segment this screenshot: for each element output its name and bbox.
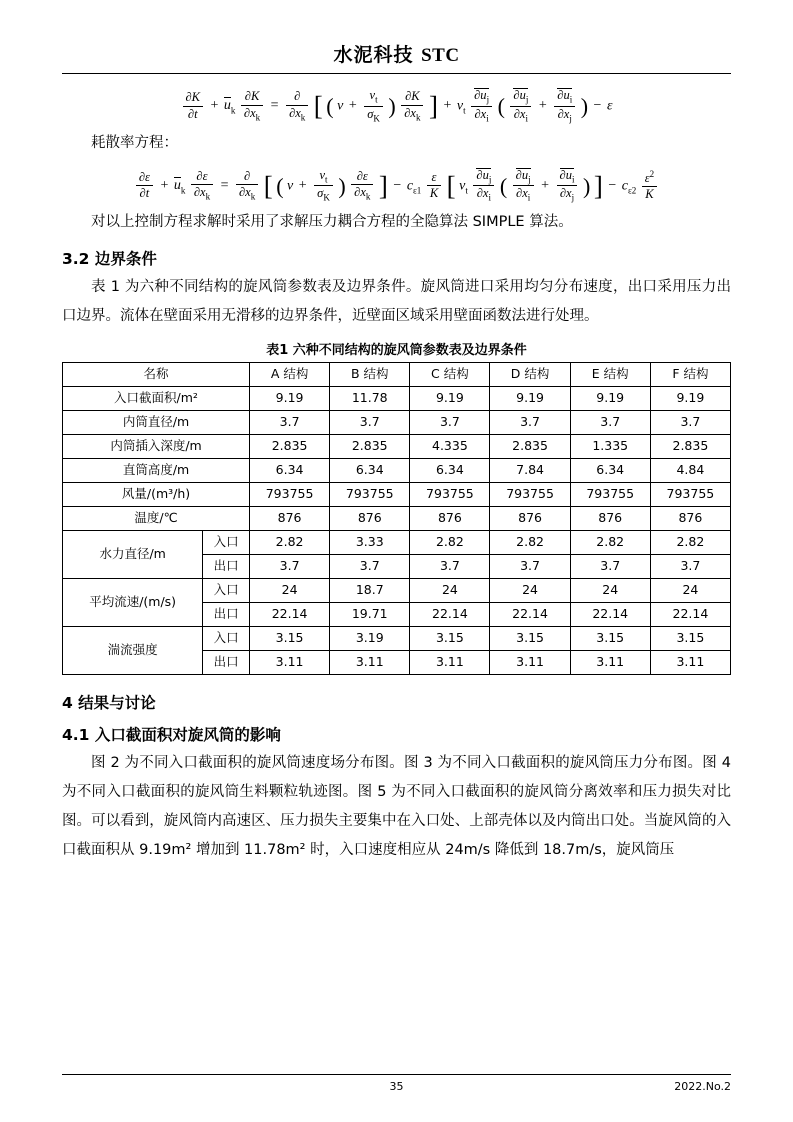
- cell: 3.15: [650, 627, 730, 651]
- journal-title-cn: 水泥科技: [333, 44, 414, 66]
- table-row: [63, 483, 731, 507]
- cell: 3.7: [570, 555, 650, 579]
- header-cell-name: 名称: [63, 363, 250, 387]
- table-body: [63, 387, 731, 675]
- cell: 793755: [570, 483, 650, 507]
- cell: 793755: [410, 483, 490, 507]
- cell: 11.78: [330, 387, 410, 411]
- cell: 2.82: [410, 531, 490, 555]
- cell: 876: [410, 507, 490, 531]
- journal-title-en: STC: [421, 45, 460, 66]
- boundary-condition-paragraph: 表 1 为六种不同结构的旋风筒参数表及边界条件。旋风筒进口采用均匀分布速度，出口采用压力出口边界。流体在壁面采用无滑移的边界条件，近壁面区域采用壁面函数法进行处理。: [62, 279, 731, 324]
- cell: 7.84: [490, 459, 570, 483]
- cell: 3.7: [570, 411, 650, 435]
- cell: 24: [410, 579, 490, 603]
- table-head: [63, 363, 731, 387]
- cell: 9.19: [410, 387, 490, 411]
- header-cell-c: C 结构: [410, 363, 490, 387]
- header-divider: [62, 73, 731, 74]
- dissipation-intro: 耗散率方程：: [91, 134, 178, 151]
- cell: 3.19: [330, 627, 410, 651]
- equation-k: $\frac{\partial K}{\partial t}$ + $u_k$ $\frac{\partial K}{\partial x_k}$ = $\frac{\partial}{\partial x_k}$ [ ( ν + $\frac{\nu_t}{\sigma_K}$ ) $\frac{\partial K}{\partial x_k}$ ] + $\nu_t$ $\frac{\partial u_j}{\partial x_i}$ ( $\frac{\partial u_j}{\partial x_i}$ + $\frac{\partial u_i}{\partial x_j}$ ) − ε: [62, 88, 731, 125]
- journal-header: [62, 40, 731, 73]
- cell: 876: [250, 507, 330, 531]
- cell: 2.835: [250, 435, 330, 459]
- cell: 3.11: [330, 651, 410, 675]
- simple-algorithm-paragraph: 对以上控制方程求解时采用了求解压力耦合方程的全隐算法 SIMPLE 算法。: [91, 214, 573, 230]
- cell: 793755: [330, 483, 410, 507]
- cell: 24: [650, 579, 730, 603]
- table-header-row: [63, 363, 731, 387]
- cell: 3.7: [410, 411, 490, 435]
- cell: 3.7: [250, 411, 330, 435]
- row-label: 温度/℃: [63, 507, 250, 531]
- cell: 3.7: [250, 555, 330, 579]
- cell: 3.7: [650, 555, 730, 579]
- cell: 3.33: [330, 531, 410, 555]
- row-sub-label: 出口: [203, 651, 250, 675]
- header-cell-f: F 结构: [650, 363, 730, 387]
- cell: 6.34: [250, 459, 330, 483]
- cell: 876: [330, 507, 410, 531]
- cell: 2.835: [650, 435, 730, 459]
- cell: 3.7: [410, 555, 490, 579]
- cell: 793755: [250, 483, 330, 507]
- cell: 3.11: [650, 651, 730, 675]
- cell: 3.7: [330, 555, 410, 579]
- parameters-table: [62, 362, 731, 675]
- page-content: [62, 40, 731, 867]
- header-cell-b: B 结构: [330, 363, 410, 387]
- row-sub-label: 出口: [203, 555, 250, 579]
- cell: 22.14: [650, 603, 730, 627]
- cell: 3.15: [410, 627, 490, 651]
- cell: 6.34: [410, 459, 490, 483]
- header-cell-e: E 结构: [570, 363, 650, 387]
- table-row: [63, 579, 731, 603]
- cell: 24: [570, 579, 650, 603]
- cell: 3.7: [490, 411, 570, 435]
- cell: 4.84: [650, 459, 730, 483]
- row-sub-label: 入口: [203, 579, 250, 603]
- table-row: [63, 435, 731, 459]
- issue-label: 2022.No.2: [674, 1080, 731, 1093]
- cell: 9.19: [650, 387, 730, 411]
- section-heading-3-2: 3.2 边界条件: [62, 250, 157, 268]
- results-paragraph: 图 2 为不同入口截面积的旋风筒速度场分布图。图 3 为不同入口截面积的旋风筒压力分布图。图 4 为不同入口截面积的旋风筒生料颗粒轨迹图。图 5 为不同入口截面积的旋风筒分离效率和压力损失对比图。可以看到，旋风筒内高速区、压力损失主要集中在入口处、上部壳体以及内筒出口处。当旋风筒的入口截面积从 9.19m² 增加到 11.78m² 时，入口速度相应从 24m/s 降低到 18.7m/s，旋风筒压: [62, 755, 731, 858]
- cell: 3.15: [570, 627, 650, 651]
- cell: 876: [570, 507, 650, 531]
- row-label: 直筒高度/m: [63, 459, 250, 483]
- header-cell-a: A 结构: [250, 363, 330, 387]
- page-number: 35: [389, 1080, 404, 1093]
- row-label: 风量/(m³/h): [63, 483, 250, 507]
- cell: 9.19: [250, 387, 330, 411]
- cell: 2.82: [570, 531, 650, 555]
- table-row: [63, 531, 731, 555]
- row-sub-label: 出口: [203, 603, 250, 627]
- cell: 22.14: [570, 603, 650, 627]
- cell: 2.82: [490, 531, 570, 555]
- row-group-label: 水力直径/m: [63, 531, 203, 579]
- section-heading-4: 4 结果与讨论: [62, 694, 156, 712]
- cell: 2.835: [330, 435, 410, 459]
- cell: 3.11: [490, 651, 570, 675]
- row-label: 内筒直径/m: [63, 411, 250, 435]
- cell: 6.34: [570, 459, 650, 483]
- cell: 19.71: [330, 603, 410, 627]
- cell: 3.15: [250, 627, 330, 651]
- footer-divider: [62, 1074, 731, 1075]
- section-heading-4-1: 4.1 入口截面积对旋风筒的影响: [62, 726, 281, 744]
- cell: 24: [490, 579, 570, 603]
- row-sub-label: 入口: [203, 627, 250, 651]
- cell: 3.11: [250, 651, 330, 675]
- cell: 22.14: [410, 603, 490, 627]
- table-row: [63, 627, 731, 651]
- cell: 793755: [490, 483, 570, 507]
- row-label: 入口截面积/m²: [63, 387, 250, 411]
- cell: 1.335: [570, 435, 650, 459]
- cell: 3.7: [330, 411, 410, 435]
- row-label: 内筒插入深度/m: [63, 435, 250, 459]
- cell: 24: [250, 579, 330, 603]
- cell: 9.19: [570, 387, 650, 411]
- equation-epsilon: $\frac{\partial\varepsilon}{\partial t}$ + $u_k$ $\frac{\partial\varepsilon}{\partial x_k}$ = $\frac{\partial}{\partial x_k}$ [ ( ν + $\frac{\nu_t}{\sigma_K}$ ) $\frac{\partial\varepsilon}{\partial x_k}$ ] − $c_{\varepsilon 1}$ $\frac{\varepsilon}{K}$ [ $\nu_t$ $\frac{\partial u_j}{\partial x_i}$ ( $\frac{\partial u_j}{\partial x_i}$ + $\frac{\partial u_i}{\partial x_j}$ ) ] − $c_{\varepsilon 2}$ $\frac{\varepsilon^2}{K}$: [62, 168, 731, 205]
- cell: 876: [650, 507, 730, 531]
- cell: 4.335: [410, 435, 490, 459]
- page-footer: [62, 1074, 731, 1094]
- cell: 2.82: [650, 531, 730, 555]
- cell: 3.11: [410, 651, 490, 675]
- table-row: [63, 411, 731, 435]
- table-row: [63, 507, 731, 531]
- cell: 2.835: [490, 435, 570, 459]
- cell: 793755: [650, 483, 730, 507]
- cell: 3.11: [570, 651, 650, 675]
- cell: 9.19: [490, 387, 570, 411]
- row-group-label: 平均流速/(m/s): [63, 579, 203, 627]
- table-caption: 表1 六种不同结构的旋风筒参数表及边界条件: [266, 343, 527, 358]
- cell: 18.7: [330, 579, 410, 603]
- row-sub-label: 入口: [203, 531, 250, 555]
- table-row: [63, 459, 731, 483]
- cell: 6.34: [330, 459, 410, 483]
- table-row: [63, 387, 731, 411]
- header-cell-d: D 结构: [490, 363, 570, 387]
- cell: 2.82: [250, 531, 330, 555]
- row-group-label: 湍流强度: [63, 627, 203, 675]
- cell: 3.15: [490, 627, 570, 651]
- cell: 3.7: [490, 555, 570, 579]
- cell: 3.7: [650, 411, 730, 435]
- cell: 22.14: [250, 603, 330, 627]
- cell: 22.14: [490, 603, 570, 627]
- cell: 876: [490, 507, 570, 531]
